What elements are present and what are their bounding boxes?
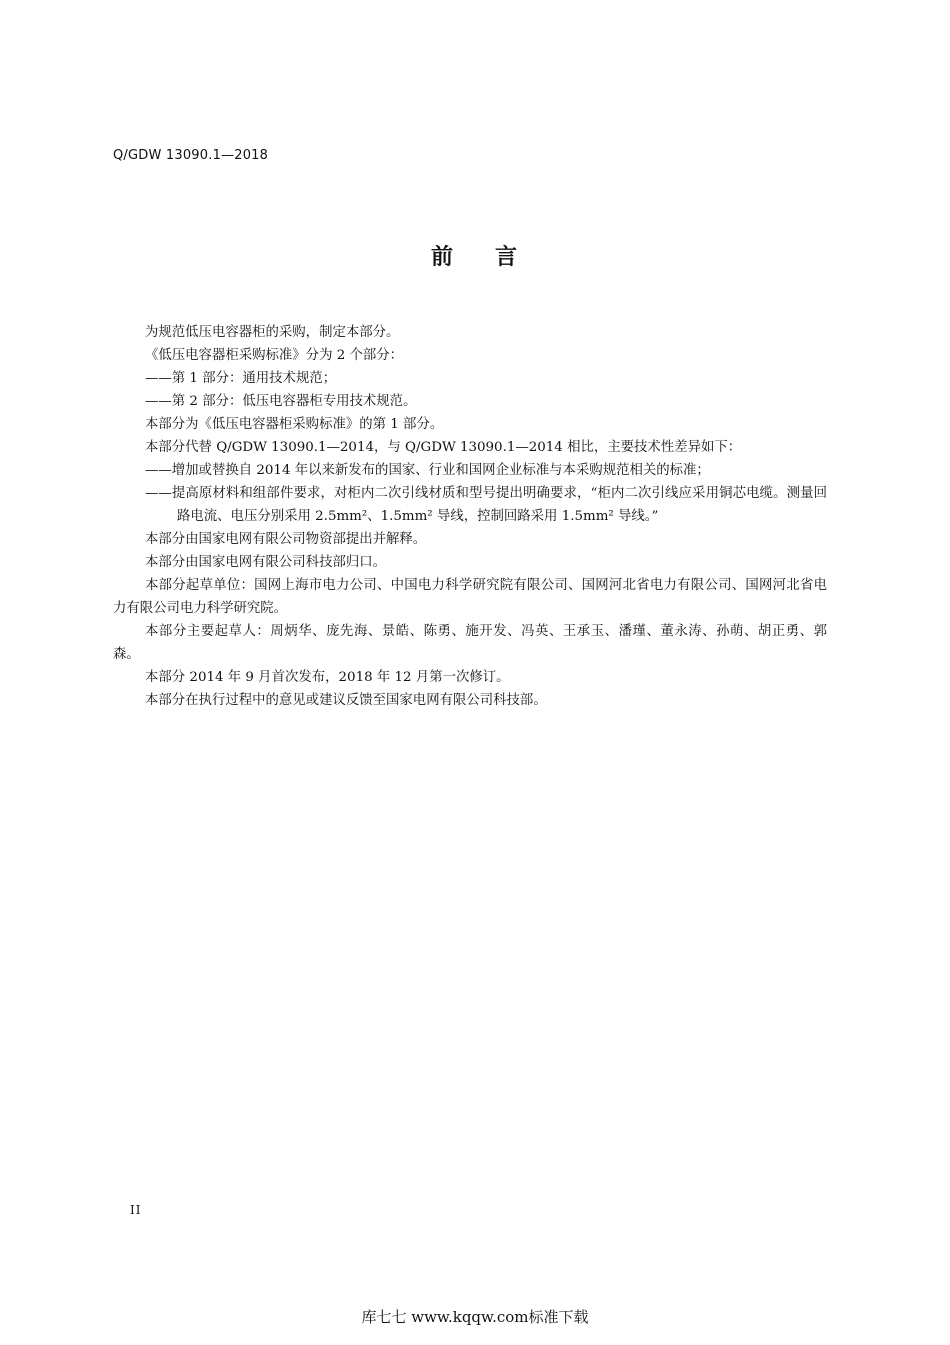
paragraph: 为规范低压电容器柜的采购，制定本部分。 <box>145 325 400 340</box>
list-item: ——第 2 部分：低压电容器柜专用技术规范。 <box>145 394 417 409</box>
list-item: ——增加或替换自 2014 年以来新发布的国家、行业和国网企业标准与本采购规范相关的标准； <box>145 463 710 478</box>
list-item: ——第 1 部分：通用技术规范； <box>145 371 337 386</box>
page-title <box>0 240 950 271</box>
standard-code: Q/GDW 13090.1—2018 <box>113 148 269 163</box>
title-char-2: 言 <box>495 245 520 270</box>
paragraph: 本部分由国家电网有限公司科技部归口。 <box>145 555 387 570</box>
paragraph: 本部分 2014 年 9 月首次发布，2018 年 12 月第一次修订。 <box>145 670 510 685</box>
page-number: II <box>130 1203 142 1217</box>
paragraph: 《低压电容器柜采购标准》分为 2 个部分： <box>145 348 404 363</box>
title-char-1: 前 <box>430 245 455 270</box>
foreword-body <box>113 321 827 712</box>
paragraph: 本部分起草单位：国网上海市电力公司、中国电力科学研究院有限公司、国网河北省电力有限公司、国网河北省电力有限公司电力科学研究院。 <box>113 578 827 616</box>
list-item: ——提高原材料和组部件要求，对柜内二次引线材质和型号提出明确要求，“柜内二次引线应采用铜芯电缆。测量回路电流、电压分别采用 2.5mm²、1.5mm² 导线，控制回路采用 1.5mm² 导线。” <box>145 486 827 524</box>
paragraph: 本部分由国家电网有限公司物资部提出并解释。 <box>145 532 427 547</box>
footer-watermark: 库七七 www.kqqw.com标准下载 <box>361 1308 589 1326</box>
paragraph: 本部分代替 Q/GDW 13090.1—2014，与 Q/GDW 13090.1—2014 相比，主要技术性差异如下： <box>145 440 742 455</box>
paragraph: 本部分在执行过程中的意见或建议反馈至国家电网有限公司科技部。 <box>145 693 547 708</box>
paragraph: 本部分为《低压电容器柜采购标准》的第 1 部分。 <box>145 417 444 432</box>
paragraph: 本部分主要起草人：周炳华、庞先海、景皓、陈勇、施开发、冯英、王承玉、潘瑾、董永涛、孙萌、胡正勇、郭森。 <box>113 624 827 662</box>
